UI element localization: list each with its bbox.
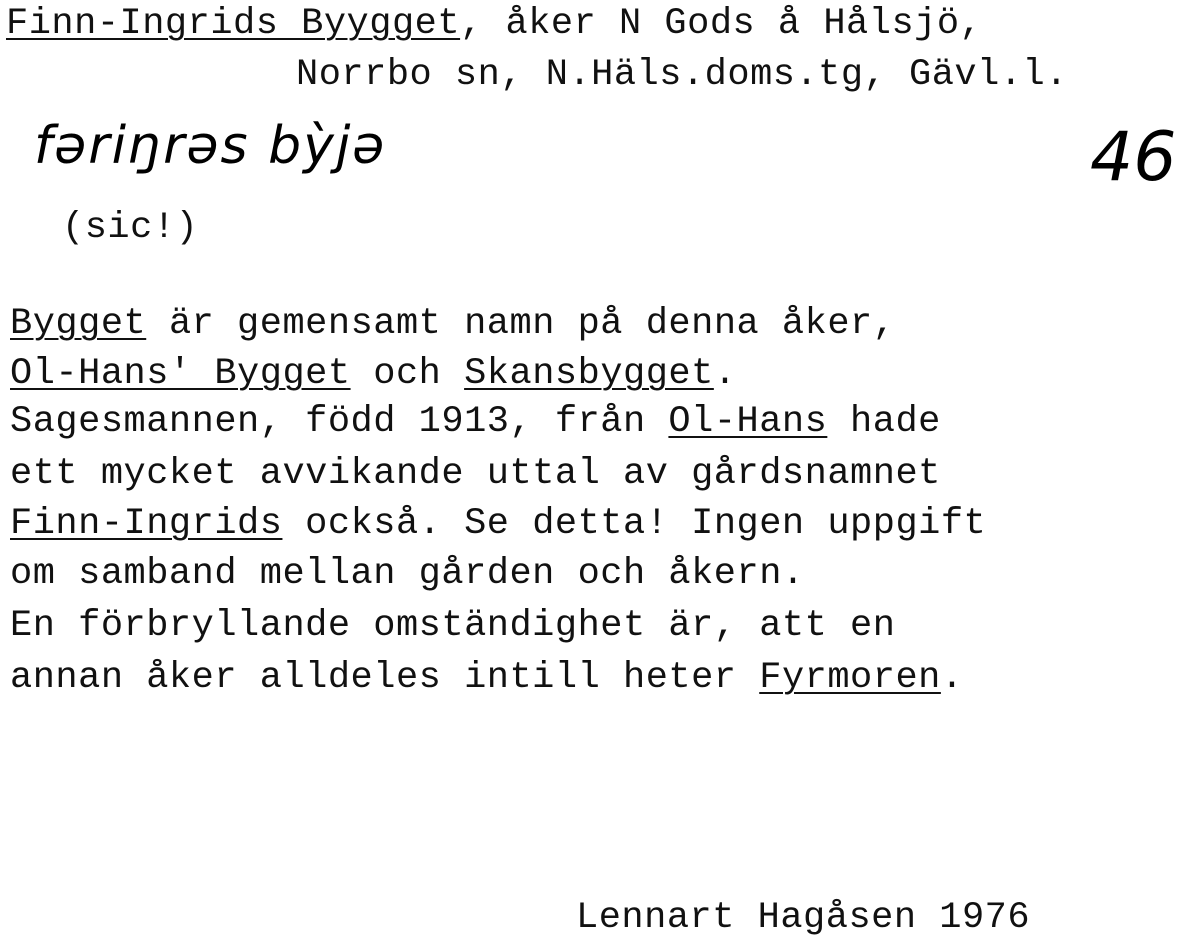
body-line [10,656,964,700]
underlined-name: Bygget [10,303,147,345]
sic-note: (sic!) [62,207,199,249]
underlined-name: Finn-Ingrids [10,503,283,545]
body-line [10,352,737,396]
body-text: och [350,353,465,395]
body-text: . [713,353,737,395]
place-name: Finn-Ingrids Byygget [6,3,461,45]
body-text: också. Se detta! Ingen uppgift [282,503,987,545]
body-line [10,302,895,346]
body-text: annan åker alldeles intill heter [10,657,760,699]
underlined-name: Ol-Hans' Bygget [10,353,351,395]
underlined-name: Fyrmoren [759,657,941,699]
underlined-name: Skansbygget [464,353,714,395]
header-line-2: Norrbo sn, N.Häls.doms.tg, Gävl.l. [296,54,1068,96]
card-number: 46 [1090,118,1177,197]
body-line: ett mycket avvikande uttal av gårdsnamnet [10,453,941,495]
body-text: Sagesmannen, född 1913, från [10,401,669,443]
body-text: . [940,657,964,699]
body-line: En förbryllande omständighet är, att en [10,605,896,647]
body-text: är gemensamt namn på denna åker, [146,303,896,345]
body-line [10,400,941,444]
body-text: hade [827,401,941,443]
body-line [10,502,986,546]
underlined-name: Ol-Hans [668,401,828,443]
header-line-1 [6,2,982,46]
body-line: om samband mellan gården och åkern. [10,553,805,595]
signature: Lennart Hagåsen 1976 [576,897,1031,939]
header-location: , åker N Gods å Hålsjö, [460,3,983,45]
phonetic-transcription: fəriŋrəs bỳjə [34,116,387,176]
